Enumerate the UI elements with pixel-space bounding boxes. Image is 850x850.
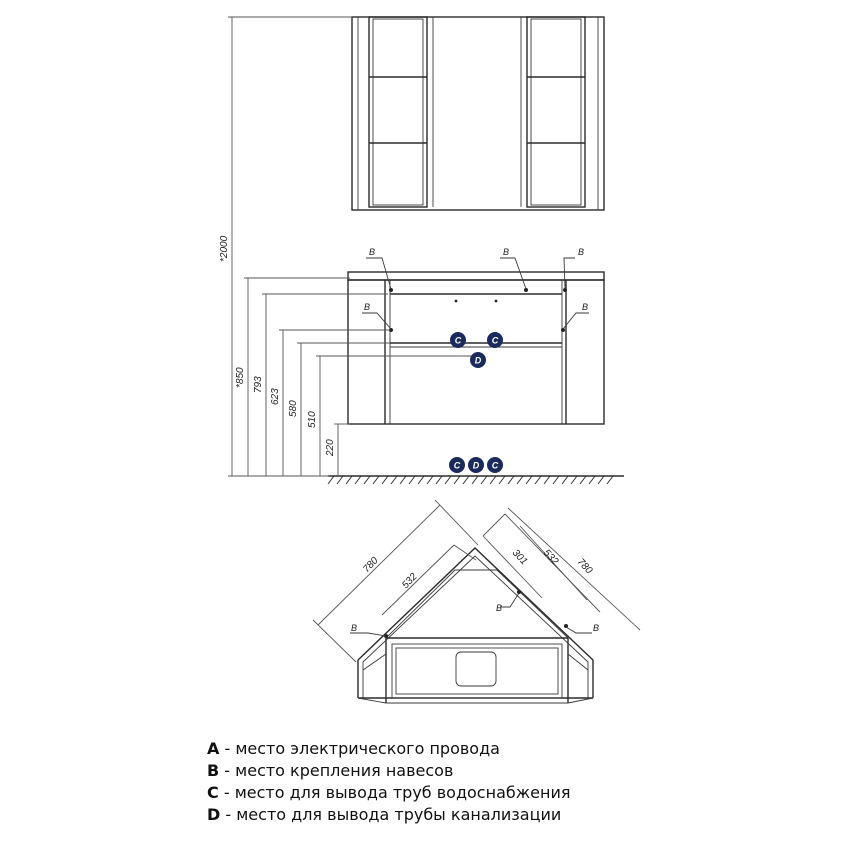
floor-hatch-mark <box>535 476 541 484</box>
vanity-front <box>348 272 604 424</box>
b-label: B <box>578 247 585 257</box>
floor-hatch-mark <box>472 476 478 484</box>
floor-hatch-mark <box>409 476 415 484</box>
floor-hatch-mark <box>598 476 604 484</box>
dim-220: 220 <box>325 439 336 456</box>
badge-c <box>487 457 503 473</box>
floor-hatch-mark <box>490 476 496 484</box>
svg-text:D: D <box>472 460 480 471</box>
floor-hatch-mark <box>580 476 586 484</box>
floor-hatch-mark <box>526 476 532 484</box>
dim-580: 580 <box>288 400 299 417</box>
b-leaders-top <box>350 593 592 636</box>
b-label: B <box>369 247 376 257</box>
floor-hatch-mark <box>571 476 577 484</box>
floor-hatch-mark <box>427 476 433 484</box>
dim-780-right: 780 <box>574 556 595 577</box>
floor-hatch-mark <box>463 476 469 484</box>
badge-c <box>450 332 466 348</box>
b-label: B <box>351 623 358 633</box>
floor-hatch-mark <box>562 476 568 484</box>
svg-text:C: C <box>453 460 461 471</box>
svg-text:D: D <box>474 355 482 366</box>
dim-850: *850 <box>235 367 246 388</box>
vertical-dimensions <box>228 17 478 476</box>
floor-hatch-mark <box>589 476 595 484</box>
floor-hatch-mark <box>517 476 523 484</box>
dim-510: 510 <box>307 411 318 428</box>
legend <box>207 738 827 826</box>
b-label: B <box>503 247 510 257</box>
dim-301: 301 <box>509 547 530 568</box>
badge-d <box>470 352 486 368</box>
floor-hatch-mark <box>364 476 370 484</box>
floor-hatch-mark <box>382 476 388 484</box>
svg-text:C: C <box>491 335 499 346</box>
floor-hatch-mark <box>373 476 379 484</box>
mirror-cabinet <box>352 17 604 210</box>
floor-hatch-mark <box>607 476 613 484</box>
floor-hatch-mark <box>481 476 487 484</box>
svg-text:C: C <box>491 460 499 471</box>
dim-532-right: 532 <box>540 547 561 568</box>
b-label: B <box>582 302 589 312</box>
floor-hatch-mark <box>328 476 334 484</box>
badge-c <box>449 457 465 473</box>
b-label: B <box>496 603 503 613</box>
badge-c <box>487 332 503 348</box>
b-label: B <box>593 623 600 633</box>
floor-hatch-mark <box>418 476 424 484</box>
dim-2000: *2000 <box>219 235 230 262</box>
legend-item-a: A - место электрического провода <box>207 739 500 758</box>
floor-hatch-mark <box>337 476 343 484</box>
dim-780-left: 780 <box>361 555 381 576</box>
floor-hatch-mark <box>391 476 397 484</box>
floor-hatch-mark <box>454 476 460 484</box>
floor-hatch-mark <box>436 476 442 484</box>
floor-hatch-mark <box>355 476 361 484</box>
top-view <box>358 548 593 703</box>
badge-d <box>468 457 484 473</box>
floor-hatch-mark <box>508 476 514 484</box>
legend-item-d: D - место для вывода трубы канализации <box>207 805 562 824</box>
legend-item-b: B - место крепления навесов <box>207 761 454 780</box>
floor-hatch-mark <box>544 476 550 484</box>
legend-item-c: C - место для вывода труб водоснабжения <box>207 783 571 802</box>
svg-text:C: C <box>454 335 462 346</box>
floor-hatch-mark <box>445 476 451 484</box>
b-label: B <box>364 302 371 312</box>
floor-hatch-mark <box>499 476 505 484</box>
dim-623: 623 <box>270 388 281 405</box>
floor-line <box>328 476 624 484</box>
floor-hatch-mark <box>346 476 352 484</box>
dim-532-left: 532 <box>400 571 420 592</box>
floor-hatch-mark <box>400 476 406 484</box>
floor-hatch-mark <box>553 476 559 484</box>
dim-793: 793 <box>253 376 264 393</box>
